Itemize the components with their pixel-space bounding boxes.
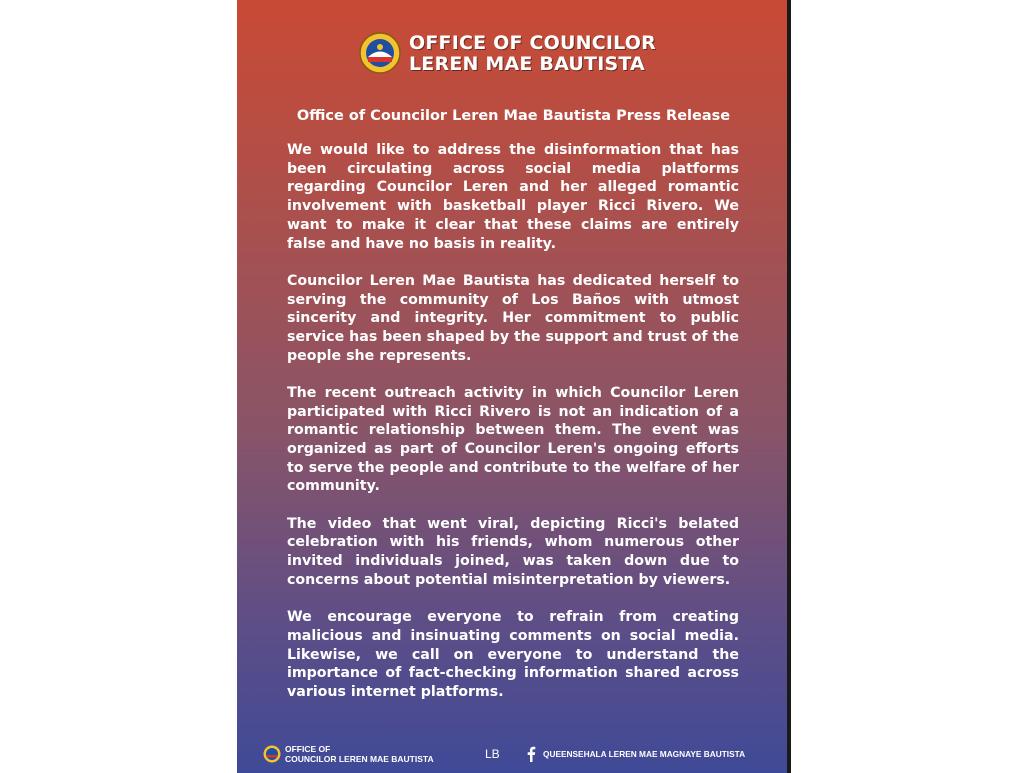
press-release-title: Office of Councilor Leren Mae Bautista Press Release [296, 108, 731, 124]
paragraph-5: We encourage everyone to refrain from creating malicious and insinuating comments on social media. Likewise, we call on everyone to understand the importance of fact-checking information shared across various internet platforms. [287, 609, 739, 700]
footer-seal-icon [263, 745, 281, 763]
footer-org-name [285, 745, 434, 764]
footer-facebook-page: QUEENSEHALA LEREN MAE MAGNAYE BAUTISTA [543, 749, 746, 759]
paragraph-3: The recent outreach activity in which Councilor Leren participated with Ricci Rivero is not an indication of a romantic relationship between them. The event was organized as part of Councilor Leren's ongoing efforts to serve the people and contribute to the welfare of her community. [287, 384, 739, 495]
office-title-line2: LEREN MAE BAUTISTA [409, 53, 645, 75]
office-title-line1: OFFICE OF COUNCILOR [409, 32, 656, 54]
paragraph-4: The video that went viral, depicting Ricci's belated celebration with his friends, whom numerous other invited individuals joined, was taken down due to concerns about potential misinterpretation by viewers. [287, 515, 739, 588]
press-release-poster [237, 0, 790, 773]
press-release-body [287, 141, 739, 720]
poster-edge [787, 0, 791, 773]
header [359, 30, 679, 80]
paragraph-1: We would like to address the disinformation that has been circulating across social media platforms regarding Councilor Leren and her alleged romantic involvement with basketball player Ricci Rivero. We want to make it clear that these claims are entirely false and have no basis in reality. [287, 142, 739, 252]
footer-org-line2: COUNCILOR LEREN MAE BAUTISTA [285, 753, 434, 764]
paragraph-2: Councilor Leren Mae Bautista has dedicated herself to serving the community of Los Baños with utmost sincerity and integrity. Her commitment to public service has been shaped by the support and trust of the people she represents. [287, 272, 739, 364]
office-title [409, 33, 656, 75]
footer-initials: LB [485, 747, 500, 761]
facebook-icon [525, 746, 537, 762]
municipal-seal-icon [359, 32, 401, 74]
footer-org-line1: OFFICE OF [285, 744, 331, 754]
footer [237, 733, 790, 773]
